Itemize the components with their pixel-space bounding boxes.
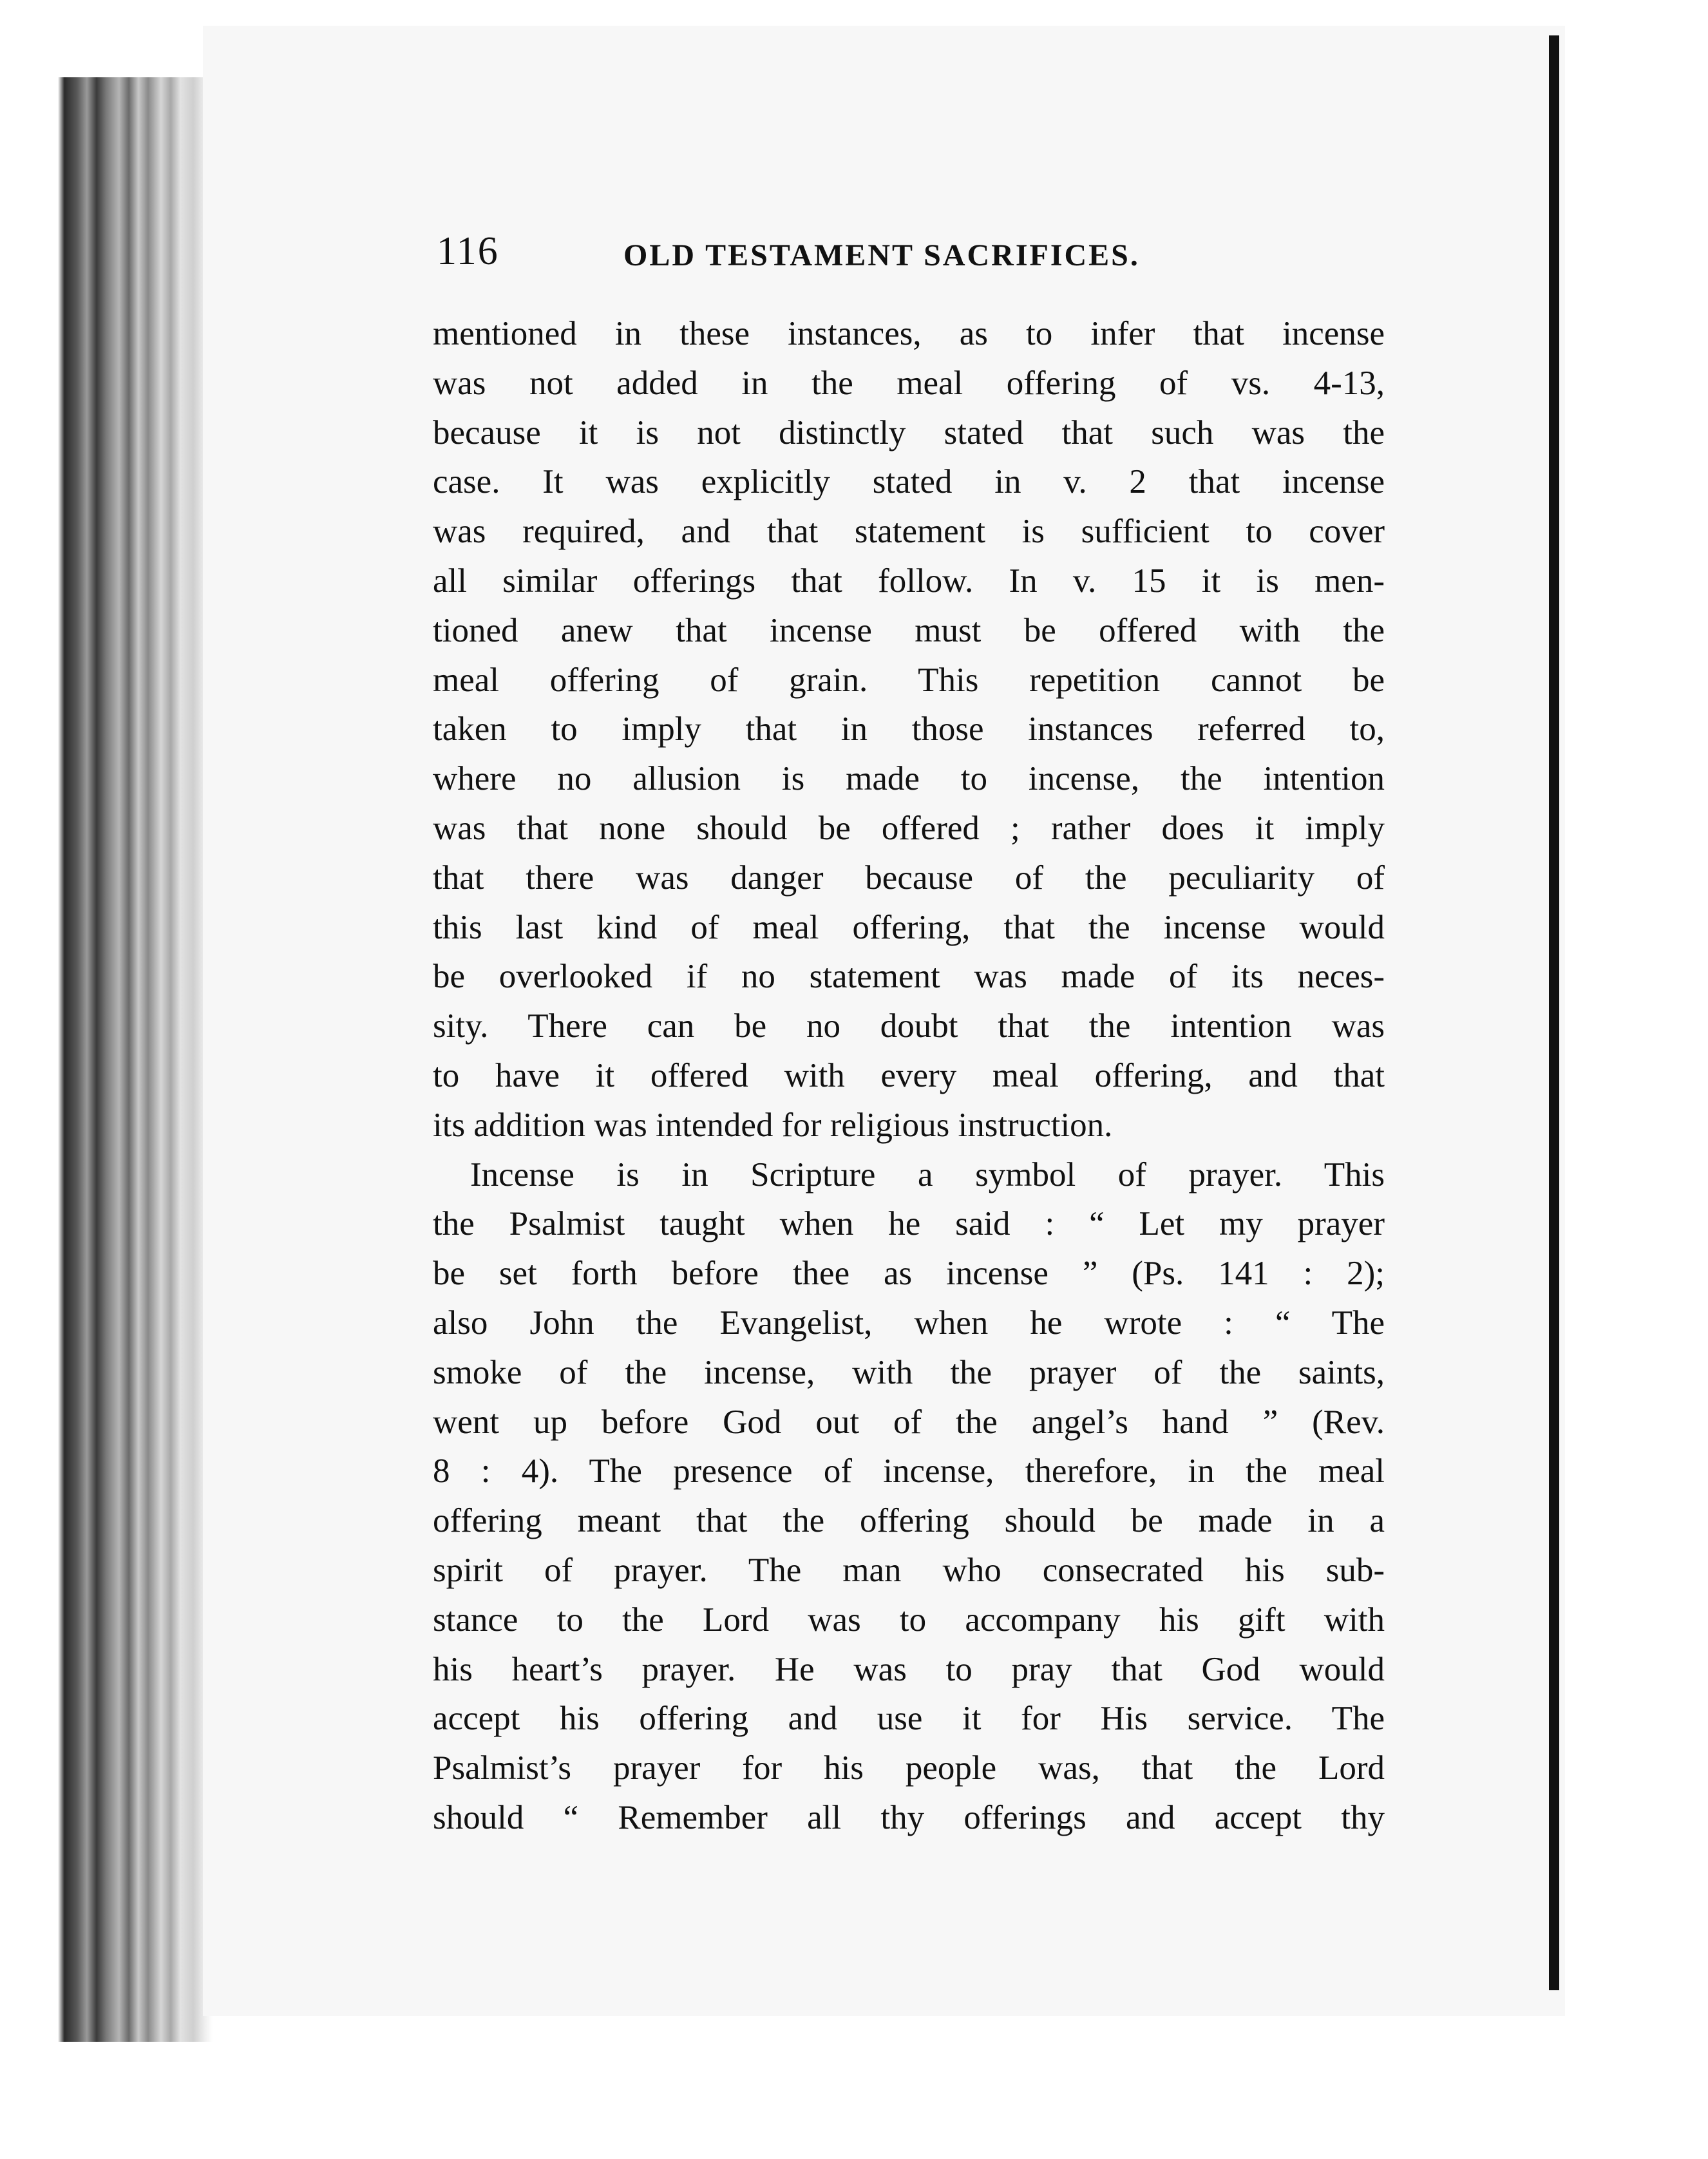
page-number: 116 <box>437 229 499 273</box>
text-line: because it is not distinctly stated that such was the <box>433 414 1385 452</box>
text-line: smoke of the incense, with the prayer of the saints, <box>433 1353 1385 1391</box>
text-line: Psalmist’s prayer for his people was, that the Lord <box>433 1749 1385 1787</box>
text-line: be set forth before thee as incense ” (Ps. 141 : 2); <box>433 1255 1385 1293</box>
text-line: this last kind of meal offering, that the incense would <box>433 908 1385 946</box>
text-line: sity. There can be no doubt that the intention was <box>433 1007 1385 1045</box>
text-line: the Psalmist taught when he said : “ Let my prayer <box>433 1205 1385 1243</box>
text-line: be overlooked if no statement was made of its neces- <box>433 958 1385 996</box>
book-page-edges <box>0 0 213 2159</box>
paragraph-2 <box>433 1150 1385 1843</box>
text-line: its addition was intended for religious instruction. <box>433 1106 1113 1144</box>
text-line: should “ Remember all thy offerings and accept thy <box>433 1798 1385 1836</box>
page-edge-mask-top <box>58 0 213 77</box>
text-line: mentioned in these instances, as to infer that incense <box>433 315 1385 352</box>
text-line: to have it offered with every meal offering, and that <box>433 1056 1385 1094</box>
text-line: went up before God out of the angel’s hand ” (Rev. <box>433 1403 1385 1441</box>
text-line: that there was danger because of the peculiarity of <box>433 859 1385 897</box>
text-line: where no allusion is made to incense, the intention <box>433 760 1385 798</box>
text-line: Incense is in Scripture a symbol of prayer. This <box>470 1156 1385 1194</box>
text-line: taken to imply that in those instances referred to, <box>433 710 1385 748</box>
text-line: spirit of prayer. The man who consecrated his sub- <box>433 1551 1385 1589</box>
page-header <box>437 229 1197 274</box>
text-line: was that none should be offered ; rather does it imply <box>433 809 1385 847</box>
text-line: offering meant that the offering should be made in a <box>433 1502 1385 1540</box>
running-head: OLD TESTAMENT SACRIFICES. <box>623 238 1140 272</box>
text-line: also John the Evangelist, when he wrote : “ The <box>433 1304 1385 1342</box>
facing-page-edge <box>1549 35 1559 1990</box>
text-line: was required, and that statement is sufficient to cover <box>433 513 1385 551</box>
text-line: all similar offerings that follow. In v. 15 it is men- <box>433 562 1385 600</box>
text-line: 8 : 4). The presence of incense, therefore, in the meal <box>433 1452 1385 1490</box>
text-line: stance to the Lord was to accompany his gift with <box>433 1601 1385 1639</box>
text-line: his heart’s prayer. He was to pray that God would <box>433 1650 1385 1688</box>
text-line: accept his offering and use it for His service. The <box>433 1700 1385 1738</box>
text-line: was not added in the meal offering of vs. 4-13, <box>433 364 1385 402</box>
body-text <box>433 309 1385 1843</box>
text-line: case. It was explicitly stated in v. 2 that incense <box>433 463 1385 501</box>
text-line: tioned anew that incense must be offered with the <box>433 611 1385 649</box>
page-edge-mask-bottom <box>58 2042 213 2159</box>
paragraph-1 <box>433 309 1385 1150</box>
text-line: meal offering of grain. This repetition cannot be <box>433 661 1385 699</box>
